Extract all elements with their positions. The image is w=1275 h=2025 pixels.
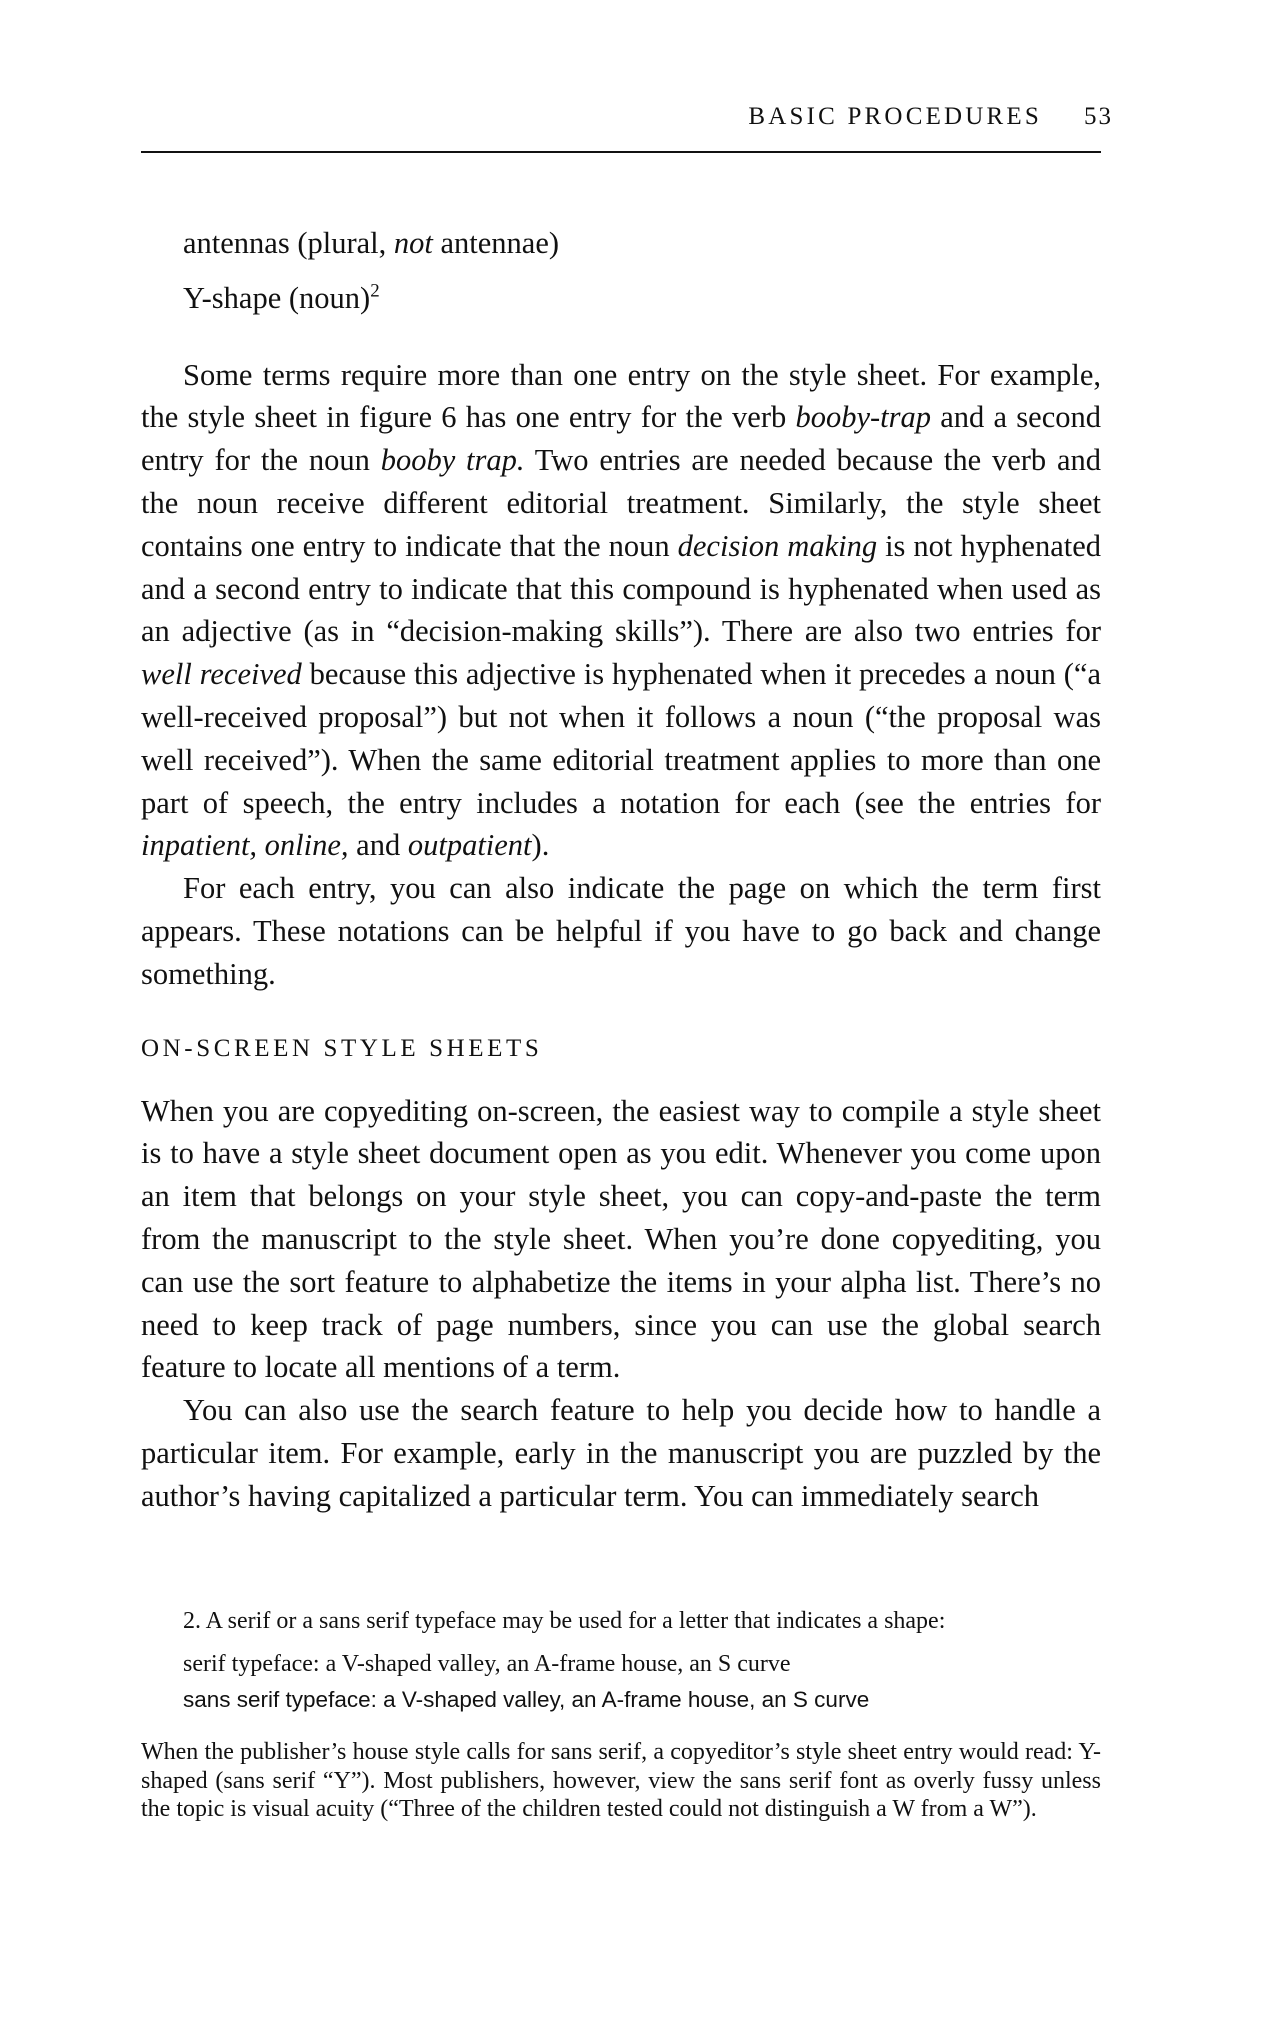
footnote-serif-example: serif typeface: a V-shaped valley, an A-frame house, an S curve — [183, 1651, 791, 1677]
footnote — [141, 1598, 1101, 1824]
footnote-reference: 2 — [370, 280, 380, 302]
style-entry-antennas: antennas (plural, not antennae) — [183, 226, 560, 260]
page-number: 53 — [1084, 103, 1113, 130]
paragraph-on-screen: When you are copyediting on-screen, the easiest way to compile a style sheet is to have a style sheet document open as you edit. Whenever you come upon an item that belongs on your style sheet, you can copy-and-paste the term from the manuscript to the style sheet. When you’re done copyediting, you can use the sort feature to alphabetize the items in your alpha list. There’s no need to keep track of page numbers, since you can use the global search feature to locate all mentions of a term. — [141, 1093, 1101, 1385]
header-rule — [141, 151, 1101, 153]
running-head — [153, 104, 1113, 129]
footnote-sans-serif-example: sans serif typeface: a V-shaped valley, an A-frame house, an S curve — [183, 1687, 870, 1712]
paragraph-page-notations: For each entry, you can also indicate the page on which the term first appears. These notations can be helpful if you have to go back and change something. — [141, 871, 1101, 991]
footnote-continuation: When the publisher’s house style calls for sans serif, a copyeditor’s style sheet entry would read: Y-shaped (sans serif “Y”). Most publishers, however, view the sans serif font as overly fussy unless the topic is visual acuity (“Three of the children tested could not distinguish a W from a W”). — [141, 1739, 1101, 1822]
footnote-intro: 2. A serif or a sans serif typeface may be used for a letter that indicates a shape: — [183, 1608, 946, 1634]
paragraph-multiple-entries: Some terms require more than one entry on the style sheet. For example, the style sheet in figure 6 has one entry for the verb booby-trap and a second entry for the noun booby trap. Two entries are needed because the verb and the noun receive different editorial treatment. Similarly, the style sheet contains one entry to indicate that the noun decision making is not hyphenated and a second entry to indicate that this compound is hyphenated when used as an adjective (as in “decision-making skills”). There are also two entries for well received because this adjective is hyphenated when it precedes a noun (“a well-received proposal”) but not when it follows a noun (“the proposal was well received”). When the same editorial treatment applies to more than one part of speech, the entry includes a notation for each (see the entries for inpatient, online, and outpatient). — [141, 357, 1101, 863]
style-entry-y-shape: Y-shape (noun)$^2$ — [183, 280, 380, 315]
section-heading: ON-SCREEN STYLE SHEETS — [141, 1034, 543, 1062]
running-head-title: BASIC PROCEDURES — [748, 103, 1042, 130]
body-text — [141, 222, 1101, 1518]
paragraph-search-feature: You can also use the search feature to help you decide how to handle a particular item. For example, early in the manuscript you are puzzled by the author’s having capitalized a particular term. You can immediately search — [141, 1393, 1101, 1513]
